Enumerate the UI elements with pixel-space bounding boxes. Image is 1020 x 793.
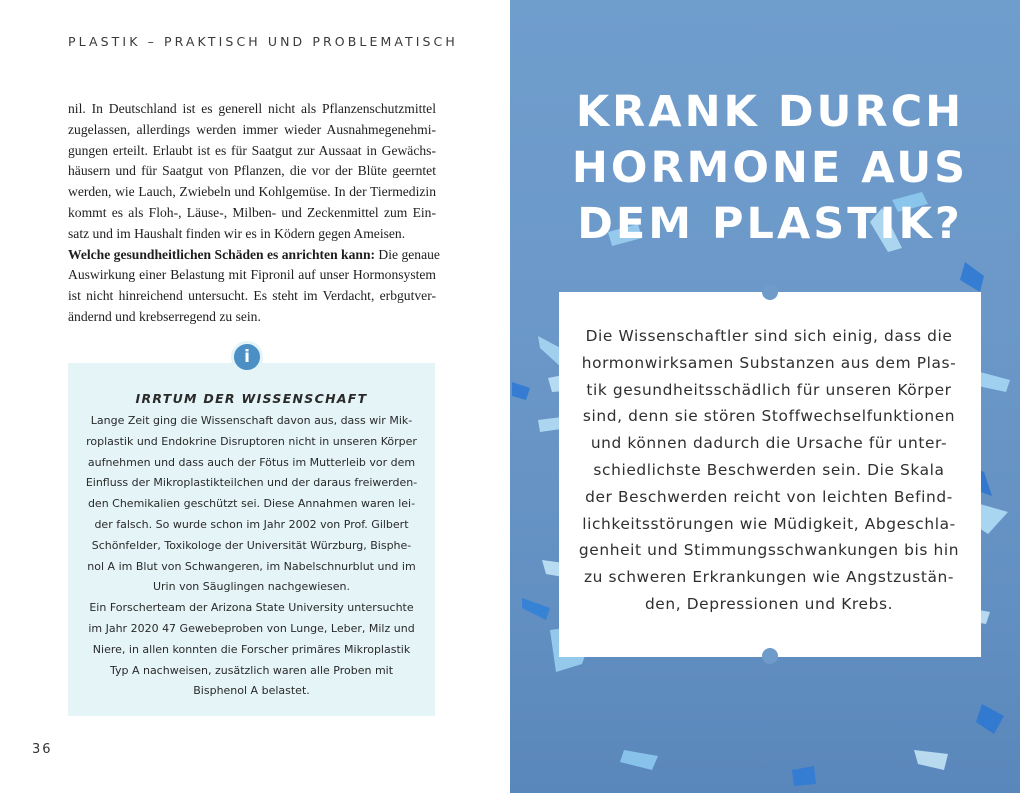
info-line: aufnehmen und dass auch der Fötus im Mutterleib vor dem — [87, 455, 416, 469]
info-line: Typ A nachweisen, zusätzlich waren alle Proben mit — [109, 663, 394, 677]
body-line: häusern und für Saatgut von Pflanzen, die vor der Blüte geerntet — [68, 163, 436, 179]
card-line: lichkeitsstörungen wie Müdigkeit, Abgeschla- — [582, 514, 956, 533]
info-line: roplastik und Endokrine Disruptoren nicht in unseren Körper — [86, 434, 417, 448]
plastic-shard — [792, 766, 816, 786]
card-line: sind, denn sie stören Stoffwechselfunktionen — [582, 407, 956, 426]
body-line: ändernd und krebserregend zu sein. — [68, 308, 261, 324]
question-heading: Welche gesundheitlichen Schäden es anrichten kann: — [68, 246, 376, 262]
card-line: tik gesundheitsschädlich für unseren Körper — [586, 380, 952, 399]
body-line: kommt es als Floh-, Läuse-, Milben- und Zeckenmittel zum Ein- — [68, 204, 436, 220]
info-line: im Jahr 2020 47 Gewebeproben von Lunge, Leber, Milz und — [88, 621, 415, 635]
running-head: PLASTIK – PRAKTISCH UND PROBLEMATISCH — [68, 34, 458, 49]
body-line: satz und im Haushalt finden wir es in Ködern gegen Ameisen. — [68, 225, 406, 241]
plastic-shard — [978, 372, 1010, 392]
body-line: werden, wie Lauch, Zwiebeln und Kohlgemüse. In der Tiermedizin — [68, 184, 436, 200]
info-body — [80, 411, 423, 702]
info-line: den Chemikalien geschützt sei. Diese Annahmen waren lei- — [87, 497, 416, 511]
plastic-shard — [522, 598, 550, 620]
question-line — [68, 245, 440, 266]
body-text — [68, 99, 440, 328]
card-line: zu schweren Erkrankungen wie Angstzustän- — [584, 568, 954, 587]
body-line: nil. In Deutschland ist es generell nicht als Pflanzenschutzmittel — [68, 101, 436, 116]
info-line: Niere, in allen konnten die Forscher primäres Mikroplastik — [92, 642, 411, 656]
body-line: gungen erteilt. Erlaubt ist es für Saatgut zur Aussaat in Gewächs- — [68, 142, 436, 158]
info-line: nol A im Blut von Schwangeren, im Nabelschnurblut und im — [87, 559, 416, 573]
headline-line: DEM PLASTIK? — [577, 199, 963, 249]
info-line: Bisphenol A belastet. — [193, 684, 310, 698]
card-line: der Beschwerden reicht von leichten Befind- — [585, 487, 953, 506]
card-line: und können dadurch die Ursache für unter- — [590, 434, 948, 453]
plastic-shard — [914, 750, 948, 770]
info-line: der falsch. So wurde schon im Jahr 2002 von Prof. Gilbert — [94, 517, 409, 531]
info-title: IRRTUM DER WISSENSCHAFT — [135, 391, 368, 406]
headline — [510, 84, 1020, 252]
plastic-shard — [620, 750, 658, 770]
info-line: Lange Zeit ging die Wissenschaft davon aus, dass wir Mik- — [90, 414, 413, 427]
body-line: zugelassen, allerdings werden immer wieder Ausnahmegenehmi- — [68, 121, 436, 137]
info-line: Ein Forscherteam der Arizona State University untersuchte — [89, 601, 414, 615]
card-text — [568, 323, 970, 618]
card-line: Die Wissenschaftler sind sich einig, dass die — [585, 327, 953, 345]
info-line: Schönfelder, Toxikologe der Universität Würzburg, Bisphe- — [91, 538, 412, 552]
headline-line: KRANK DURCH — [575, 87, 965, 137]
plastic-shard — [512, 382, 530, 400]
page-number: 36 — [32, 742, 53, 757]
info-icon: i — [231, 341, 263, 373]
info-line: Urin von Säuglingen nachgewiesen. — [152, 580, 351, 594]
card-notch-bottom — [762, 648, 778, 664]
plastic-shard — [960, 262, 984, 292]
headline-line: HORMONE AUS — [571, 143, 969, 193]
body-line: Auswirkung einer Belastung mit Fipronil auf unser Hormonsystem — [68, 267, 436, 283]
question-rest: Die genaue — [375, 246, 440, 262]
card-line: den, Depressionen und Krebs. — [644, 594, 894, 613]
card-line: genheit und Stimmungsschwankungen bis hin — [578, 541, 960, 560]
plastic-shard — [976, 704, 1004, 734]
card-line: schiedlichste Beschwerden sein. Die Skala — [593, 460, 945, 479]
card-notch-top — [762, 284, 778, 300]
body-line: ist nicht hinreichend untersucht. Es steht im Verdacht, erbgutver- — [68, 288, 436, 304]
card-line: hormonwirksamen Substanzen aus dem Plas- — [581, 353, 957, 372]
info-line: Einfluss der Mikroplastikteilchen und der daraus freiwerden- — [85, 476, 418, 490]
right-page — [510, 0, 1020, 793]
